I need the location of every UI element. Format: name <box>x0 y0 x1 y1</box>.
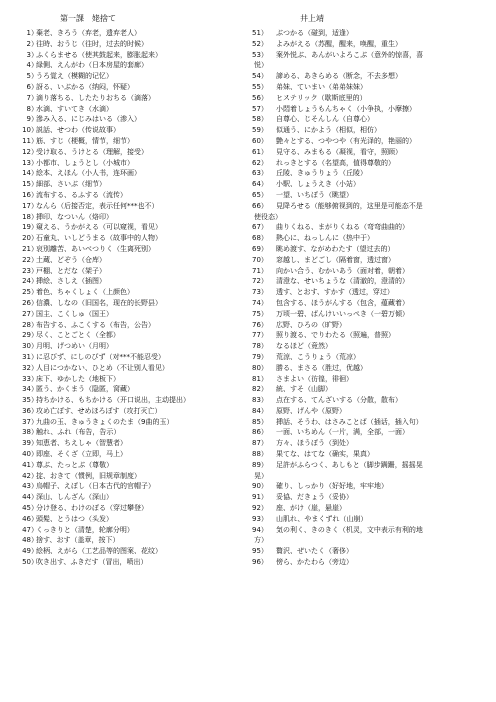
entry-text: 照り渡る、でりわたる（照遍，普照） <box>276 331 395 340</box>
entry-number: 24） <box>22 277 38 286</box>
vocab-entry <box>8 427 246 438</box>
vocab-entry <box>254 179 490 190</box>
entry-text: 持ちかける、もちかける（开口说出，主动提出） <box>36 396 190 405</box>
vocab-entry <box>8 514 246 525</box>
vocab-entry <box>8 136 246 147</box>
entry-text: 知恵者、ちえしゃ（智慧者） <box>36 439 127 448</box>
entry-number: 91） <box>252 493 268 502</box>
vocab-entry <box>8 212 246 223</box>
entry-number: 47） <box>22 525 38 534</box>
entry-number: 21） <box>22 244 38 253</box>
entry-text: 挿絵、さしえ（插图） <box>36 277 106 286</box>
vocab-entry <box>254 363 490 374</box>
entry-text: 烏帽子、えぼし（日本古代的官帽子） <box>36 482 155 491</box>
entry-text: 点在する、てんざいする（分散，散布） <box>276 396 402 405</box>
entry-text: ぶつかる（碰到，适逢） <box>276 29 353 37</box>
entry-number: 29） <box>22 331 38 340</box>
vocab-entry <box>8 179 246 190</box>
entry-text: 信濃、しなの（旧国名，现在的长野县） <box>36 298 162 307</box>
vocab-entry <box>254 417 490 428</box>
entry-text: 尊ぶ、たっとぶ（尊敬） <box>36 460 114 469</box>
entry-text: 哀別離苦、あいべつりく（生离死别） <box>36 244 155 253</box>
entry-number: 63） <box>252 169 268 178</box>
entry-number: 93） <box>252 514 268 523</box>
entry-number: 44） <box>22 493 38 502</box>
entry-number: 79） <box>252 352 268 361</box>
entry-text: 人目につかない、ひとめ（不让别人看见） <box>36 363 169 372</box>
entry-number: 35） <box>22 396 38 405</box>
entry-text: 掟、おきて（惯例，旧规章制度） <box>36 471 141 480</box>
entry-text: 小悶着しょうもんちゃく（小争执，小摩擦） <box>276 104 416 113</box>
vocab-entry <box>254 168 490 179</box>
entry-text: さまよい（彷徨，徘徊） <box>276 374 353 383</box>
entry-number: 9） <box>26 115 38 124</box>
vocab-entry <box>8 71 246 82</box>
entry-continuation: 悦） <box>254 61 268 70</box>
entry-number: 2） <box>26 39 38 48</box>
entry-text: 一望、いちぼう（眺望） <box>276 190 353 199</box>
vocab-column-right <box>254 28 490 568</box>
entry-text: 熱心に、ねっしんに（热中于） <box>276 234 374 243</box>
vocab-entry <box>8 341 246 352</box>
vocab-entry <box>8 60 246 71</box>
entry-text: 捨す、おす（盖章，按下） <box>36 536 120 545</box>
entry-number: 92） <box>252 504 268 513</box>
entry-text: 気の利く、きのきく（机灵，文中表示有利的地 <box>276 525 423 534</box>
vocab-entry <box>8 309 246 320</box>
entry-text: 挿印、なついん（烙印） <box>36 212 113 221</box>
entry-number: 61） <box>252 147 268 156</box>
vocab-entry <box>8 104 246 115</box>
entry-number: 54） <box>252 72 268 81</box>
entry-text: 山肌れ、やまくずれ（山崩） <box>276 514 368 523</box>
vocab-entry <box>8 222 246 233</box>
vocab-entry <box>8 395 246 406</box>
vocab-entry <box>8 384 246 395</box>
entry-text: 攻め亡ぼす、せめほろぼす（攻打灭亡） <box>36 406 162 415</box>
entry-text: 分け登る、わけのぼる（穿过攀登） <box>36 504 148 513</box>
entry-number: 76） <box>252 320 268 329</box>
vocab-entry <box>254 481 490 492</box>
vocab-entry <box>8 363 246 374</box>
vocab-entry <box>254 266 490 277</box>
entry-number: 62） <box>252 158 268 167</box>
vocab-entry <box>254 114 490 125</box>
entry-number: 17） <box>22 201 38 210</box>
entry-text: 足許がふらつく、あしもと（脚步蹒跚，摇摇晃 <box>276 460 423 469</box>
entry-number: 83） <box>252 396 268 405</box>
entry-text: 丘陵、きゅうりょう（丘陵） <box>276 169 367 178</box>
entry-text: 広野、ひろの（旷野） <box>276 320 346 329</box>
vocab-entry <box>8 158 246 169</box>
entry-number: 51） <box>252 29 268 37</box>
entry-text: れっきとする（名望高，值得尊敬的） <box>276 158 395 167</box>
entry-number: 23） <box>22 266 38 275</box>
entry-number: 19） <box>22 223 38 232</box>
vocab-entry <box>254 525 490 536</box>
entry-number: 15） <box>22 180 38 189</box>
entry-number: 65） <box>252 190 268 199</box>
vocab-entry <box>254 104 490 115</box>
entry-text: 滴り落ちる、したたりおちる（滴落） <box>36 93 155 102</box>
entry-number: 94） <box>252 525 268 534</box>
entry-number: 89） <box>252 460 268 469</box>
entry-text: 九曲の玉、きゅうきょくのたま（9曲的玉） <box>36 417 174 426</box>
entry-text: 床下、ゆかした（地板下） <box>36 374 120 383</box>
entry-text: 受け取る、うけとる（理解，接受） <box>36 147 148 156</box>
vocab-column-left <box>8 28 246 568</box>
author-name: 井上靖 <box>300 14 324 23</box>
entry-text: 眺め渡す、ながめわたす（望过去的） <box>276 244 395 253</box>
entry-number: 40） <box>22 450 38 459</box>
entry-number: 58） <box>252 115 268 124</box>
entry-number: 82） <box>252 385 268 394</box>
entry-text: 妥協、だきょう（妥协） <box>276 493 353 502</box>
entry-text: 案外悦ぶ、あんがいよろこぶ（意外的惊喜，喜 <box>276 50 424 59</box>
vocab-entry <box>8 255 246 266</box>
vocab-entry <box>254 255 490 266</box>
entry-number: 46） <box>22 514 38 523</box>
entry-number: 69） <box>252 244 268 253</box>
entry-number: 87） <box>252 439 268 448</box>
vocab-entry <box>254 352 490 363</box>
entry-number: 85） <box>252 417 268 426</box>
entry-number: 25） <box>22 288 38 297</box>
entry-text: 国主、こくしゅ（国王） <box>36 309 113 318</box>
entry-text: 原野、げんや（原野） <box>276 406 346 415</box>
entry-number: 27） <box>22 309 38 318</box>
entry-number: 32） <box>22 363 38 372</box>
vocab-entry <box>8 266 246 277</box>
vocab-entry <box>254 147 490 158</box>
entry-text: 深山、しんざん（深山） <box>36 493 113 502</box>
vocab-entry <box>8 481 246 492</box>
entry-text: 尽く、ことごとく（全都） <box>36 331 120 340</box>
entry-number: 18） <box>22 212 38 221</box>
vocab-entry <box>254 28 490 39</box>
vocab-entry <box>8 233 246 244</box>
entry-text: 方々、ほうぼう（到处） <box>276 439 353 448</box>
entry-number: 77） <box>252 331 268 340</box>
vocab-entry <box>254 395 490 406</box>
entry-number: 96） <box>252 558 268 567</box>
entry-text: 贅沢、ぜいたく（奢侈） <box>276 547 353 556</box>
vocab-entry <box>254 427 490 438</box>
entry-number: 14） <box>22 169 38 178</box>
entry-number: 53） <box>252 50 268 59</box>
vocab-entry <box>8 406 246 417</box>
entry-text: なるほど（竟然） <box>276 342 332 351</box>
entry-number: 50） <box>22 558 38 567</box>
entry-text: 似通う、にかよう（相似，相仿） <box>276 126 381 135</box>
entry-number: 30） <box>22 342 38 351</box>
entry-text: 緑側、えんがわ（日本房屋的套廊） <box>36 61 148 70</box>
vocab-entry <box>254 125 490 136</box>
entry-number: 42） <box>22 471 38 480</box>
entry-text: 小都市、しょうとし（小城市） <box>36 158 134 167</box>
entry-text: よみがえる（苏醒，醒来，唤醒，重生） <box>276 39 402 48</box>
entry-number: 68） <box>252 234 268 243</box>
entry-number: 72） <box>252 277 268 286</box>
entry-number: 49） <box>22 547 38 556</box>
vocab-entry <box>254 244 490 255</box>
vocab-entry <box>8 449 246 460</box>
entry-number: 56） <box>252 93 268 102</box>
entry-text: くっきりと（清楚，轮廓分明） <box>36 525 134 534</box>
entry-text: 窺える、うかがえる（可以窥视，看见） <box>36 223 162 232</box>
vocab-entry <box>8 525 246 536</box>
vocab-entry <box>254 330 490 341</box>
entry-number: 3） <box>26 50 38 59</box>
entry-text: 訝る、いぶかる（纳闷，怀疑） <box>36 82 134 91</box>
vocab-entry <box>8 287 246 298</box>
entry-number: 70） <box>252 255 268 264</box>
entry-text: 水滴、すいてき（水滴） <box>36 104 113 113</box>
entry-number: 16） <box>22 190 38 199</box>
entry-continuation: 方） <box>254 536 268 545</box>
vocab-entry <box>8 492 246 503</box>
vocab-entry <box>254 309 490 320</box>
entry-number: 59） <box>252 126 268 135</box>
entry-number: 95） <box>252 547 268 556</box>
vocab-entry <box>254 50 490 61</box>
vocab-entry <box>254 460 490 471</box>
entry-text: 布告する、ふこくする（布告，公告） <box>36 320 155 329</box>
entry-number: 66） <box>252 201 268 210</box>
vocab-entry <box>8 374 246 385</box>
vocab-entry <box>8 28 246 39</box>
entry-text: 一面、いちめん（一片，满，全部，一面） <box>276 428 409 437</box>
entry-text: 透す、とおす、すかす（透过，穿过） <box>276 288 394 297</box>
entry-text: 絵柄、えがら（工艺品等的图案、花纹） <box>36 547 162 556</box>
entry-number: 33） <box>22 374 38 383</box>
entry-text: 細部、さいぶ（细节） <box>36 180 106 189</box>
vocab-entry <box>8 39 246 50</box>
entry-number: 38） <box>22 428 38 437</box>
entry-text: 傍ら、かたわら（旁边） <box>276 558 353 567</box>
vocab-entry <box>254 276 490 287</box>
vocab-entry <box>254 341 490 352</box>
entry-text: 流布する、るふする（流传） <box>36 190 127 199</box>
entry-text: 月明、げつめい（月明） <box>36 342 113 351</box>
entry-number: 78） <box>252 342 268 351</box>
vocab-entry <box>8 190 246 201</box>
entry-text: 頭髪、とうはつ（头发） <box>36 514 113 523</box>
vocab-entry <box>254 158 490 169</box>
entry-number: 34） <box>22 385 38 394</box>
entry-number: 1） <box>26 29 38 37</box>
entry-text: 窓越し、まどごし（隔着窗，透过窗） <box>276 255 395 264</box>
vocab-entry <box>8 352 246 363</box>
vocab-entry <box>8 50 246 61</box>
entry-text: 包含する、ほうがんする（包含，蕴藏着） <box>276 298 409 307</box>
entry-number: 84） <box>252 406 268 415</box>
entry-text: 説話、せつわ（传说故事） <box>36 126 120 135</box>
entry-number: 4） <box>26 61 38 70</box>
entry-number: 73） <box>252 288 268 297</box>
entry-number: 12） <box>22 147 38 156</box>
entry-number: 67） <box>252 223 268 232</box>
entry-number: 36） <box>22 406 38 415</box>
entry-text: 確り、しっかり（好好地，牢牢地） <box>276 482 388 491</box>
entry-number: 80） <box>252 363 268 372</box>
entry-number: 71） <box>252 266 268 275</box>
vocab-entry <box>8 168 246 179</box>
entry-number: 81） <box>252 374 268 383</box>
entry-number: 55） <box>252 82 268 91</box>
vocab-entry <box>254 287 490 298</box>
lesson-title: 第一課 姥捨て <box>60 14 116 23</box>
entry-text: 荒涼、こうりょう（荒凉） <box>276 352 360 361</box>
entry-number: 39） <box>22 439 38 448</box>
entry-number: 8） <box>26 104 38 113</box>
vocab-entry <box>8 330 246 341</box>
entry-number: 43） <box>22 482 38 491</box>
entry-text: 着色、ちゃくしょく（上颜色） <box>36 288 134 297</box>
vocab-entry <box>254 71 490 82</box>
entry-number: 31） <box>22 352 38 361</box>
entry-text: 絵本、えほん（小人书，连环画） <box>36 169 141 178</box>
vocab-entry <box>254 374 490 385</box>
entry-text: 吹き出す、ふきだす（冒出，喷出） <box>36 558 148 567</box>
vocab-entry <box>254 233 490 244</box>
vocab-entry <box>254 546 490 557</box>
vocab-entry <box>8 201 246 212</box>
entry-text: 勝る、まさる（胜过，优越） <box>276 363 367 372</box>
entry-text: に忍びず、にしのびず（对***不能忍受） <box>36 352 165 361</box>
entry-text: 座、がけ（崖，悬崖） <box>276 504 346 513</box>
entry-number: 57） <box>252 104 268 113</box>
entry-number: 60） <box>252 136 268 145</box>
vocab-entry <box>8 125 246 136</box>
entry-number: 28） <box>22 320 38 329</box>
vocab-entry <box>254 438 490 449</box>
entry-number: 20） <box>22 234 38 243</box>
entry-text: 小駅、しょうえき（小站） <box>276 180 360 189</box>
entry-number: 37） <box>22 417 38 426</box>
entry-text: 曲りくねる、まがりくねる（弯弯曲曲的） <box>276 223 409 232</box>
vocab-entry <box>254 503 490 514</box>
entry-number: 26） <box>22 298 38 307</box>
vocab-entry <box>254 222 490 233</box>
entry-number: 10） <box>22 126 38 135</box>
entry-text: 石童丸、いしどうまる（故事中的人物） <box>36 234 162 243</box>
entry-number: 45） <box>22 504 38 513</box>
vocab-entry <box>8 147 246 158</box>
entry-text: 即座、そくざ（立即，马上） <box>36 450 127 459</box>
vocab-entry <box>254 557 490 568</box>
vocab-entry <box>254 514 490 525</box>
entry-text: 見守る、みまもる（凝视，看守，照顾） <box>276 147 402 156</box>
vocab-entry <box>8 276 246 287</box>
vocab-entry <box>254 190 490 201</box>
entry-continuation: 晃） <box>254 471 268 480</box>
entry-text: 弟妹、ていまい（弟弟妹妹） <box>276 82 367 91</box>
vocab-entry <box>254 449 490 460</box>
vocab-entry <box>8 417 246 428</box>
entry-number: 41） <box>22 460 38 469</box>
entry-number: 90） <box>252 482 268 491</box>
entry-text: 戸棚、とだな（架子） <box>36 266 106 275</box>
vocab-entry <box>254 298 490 309</box>
entry-text: 往時、おうじ（往时，过去的时候） <box>36 39 148 48</box>
entry-number: 6） <box>26 82 38 91</box>
vocab-entry <box>8 460 246 471</box>
entry-text: 果てな、はてな（确实，果真） <box>276 450 374 459</box>
vocab-entry <box>8 535 246 546</box>
entry-number: 74） <box>252 298 268 307</box>
vocab-entry <box>8 82 246 93</box>
entry-number: 52） <box>252 39 268 48</box>
entry-text: 挿話、そうわ、はさみことば（插话，插入句） <box>276 417 423 426</box>
vocab-entry <box>8 298 246 309</box>
entry-text: なんら（后接否定，表示任何***也不） <box>36 201 159 210</box>
vocab-entry <box>8 503 246 514</box>
entry-number: 64） <box>252 180 268 189</box>
entry-text: 滲み入る、にじみはいる（渗入） <box>36 115 141 124</box>
vocab-entry <box>254 136 490 147</box>
entry-text: 諦める、あきらめる（断念，不去多想） <box>276 72 402 81</box>
entry-text: 匿う、かくまう（隐匿，窝藏） <box>36 385 134 394</box>
entry-continuation: 使役态） <box>254 212 282 221</box>
vocab-entry <box>254 384 490 395</box>
entry-text: 土蔵、どぞう（仓库） <box>36 255 106 264</box>
vocab-entry <box>8 114 246 125</box>
entry-number: 7） <box>26 93 38 102</box>
entry-text: 向かい合う、むかいあう（面对着，朝着） <box>276 266 409 275</box>
entry-number: 5） <box>26 72 38 81</box>
vocab-entry <box>8 93 246 104</box>
entry-text: ヒステリック（歇斯底里的） <box>276 93 367 102</box>
vocab-entry <box>254 201 490 212</box>
vocab-entry <box>254 492 490 503</box>
entry-text: ふくらませる（使其鼓起来，膨胀起来） <box>36 50 162 59</box>
entry-text: 万顷一碧、ばんけいいっぺき（一碧万倾） <box>276 309 409 318</box>
entry-text: 艶々とする、つやつや（有光泽的，艳丽的） <box>276 136 416 145</box>
entry-number: 11） <box>22 136 38 145</box>
vocab-entry <box>254 406 490 417</box>
entry-number: 88） <box>252 450 268 459</box>
vocab-entry <box>254 320 490 331</box>
entry-number: 13） <box>22 158 38 167</box>
vocab-entry <box>8 244 246 255</box>
entry-number: 86） <box>252 428 268 437</box>
entry-number: 22） <box>22 255 38 264</box>
entry-text: 自尊心、じそんしん（自尊心） <box>276 115 374 124</box>
entry-number: 48） <box>22 536 38 545</box>
vocab-entry <box>254 82 490 93</box>
entry-text: 見降ろせる（能够俯视到的，这里是可能态不是 <box>276 201 423 210</box>
entry-text: 統、すそ（山脚） <box>276 385 332 394</box>
entry-text: うろ覚え（模糊的记忆） <box>36 72 113 81</box>
entry-number: 75） <box>252 309 268 318</box>
vocab-entry <box>8 438 246 449</box>
vocab-entry <box>8 546 246 557</box>
entry-text: 筋、すじ（梗概，情节，细节） <box>36 136 134 145</box>
vocab-entry <box>8 557 246 568</box>
entry-text: 清澄な、せいちょうな（清澈的，澄清的） <box>276 277 409 286</box>
entry-text: 棄老、きろう（弃老，遗弃老人） <box>36 29 141 37</box>
vocab-entry <box>254 39 490 50</box>
vocab-entry <box>8 320 246 331</box>
entry-text: 触れ、ふれ（布告，告示） <box>36 428 121 437</box>
vocab-entry <box>8 471 246 482</box>
vocab-entry <box>254 93 490 104</box>
